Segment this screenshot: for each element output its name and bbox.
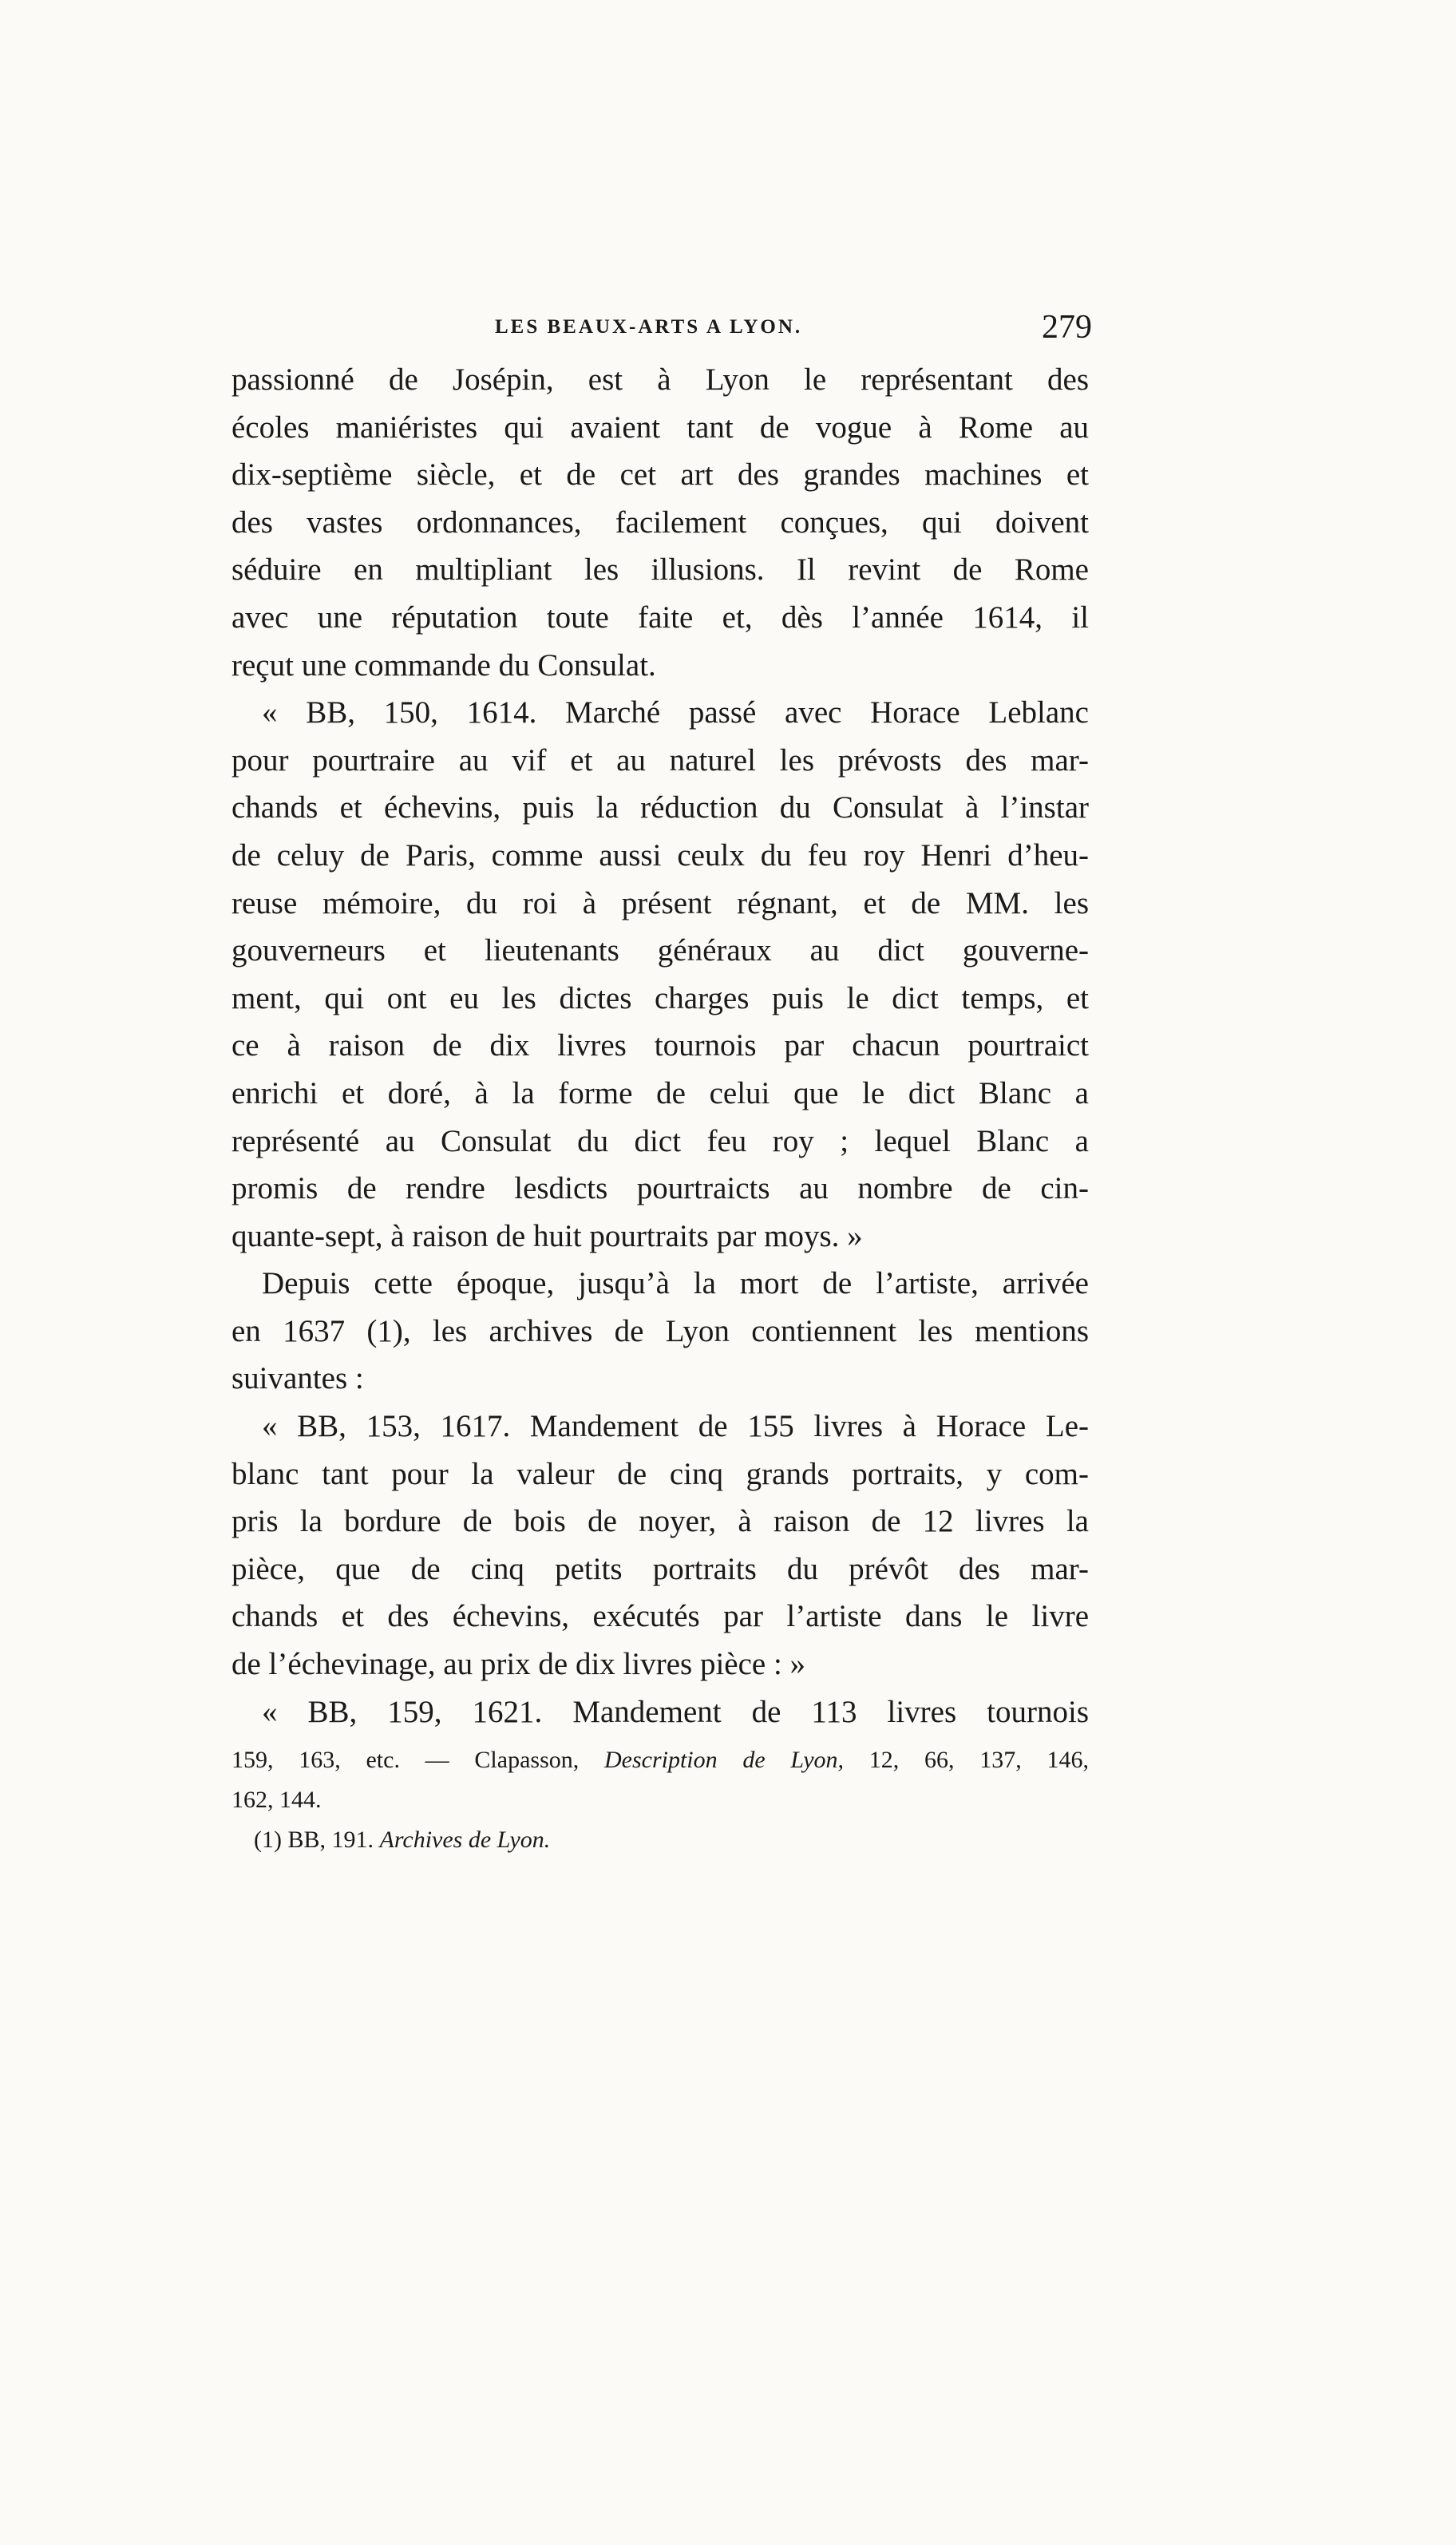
footnotes <box>231 1740 1089 1860</box>
text-line: séduire en multipliant les illusions. Il revint de Rome <box>231 552 1089 588</box>
text-line: « BB, 153, 1617. Mandement de 155 livres à Horace Le- <box>262 1409 1089 1444</box>
text-line: promis de rendre lesdicts pourtraicts au nombre de cin- <box>231 1171 1089 1206</box>
text-line: reçut une commande du Consulat. <box>231 647 656 683</box>
text-line: avec une réputation toute faite et, dès l’année 1614, il <box>231 600 1089 635</box>
footnote-continuation-line: 159, 163, etc. — Clapasson, Description de Lyon, 12, 66, 137, 146, <box>231 1747 1090 1773</box>
text-line: de celuy de Paris, comme aussi ceulx du feu roy Henri d’heu- <box>231 837 1089 873</box>
running-head <box>231 309 1102 346</box>
text-line: pour pourtraire au vif et au naturel les prévosts des mar- <box>231 742 1089 778</box>
text-line: blanc tant pour la valeur de cinq grands portraits, y com- <box>231 1456 1089 1491</box>
text-line: dix-septième siècle, et de cet art des grandes machines et <box>231 457 1089 493</box>
running-title: LES BEAUX-ARTS A LYON. <box>495 316 803 338</box>
page-number: 279 <box>1042 309 1092 346</box>
body-text <box>231 356 1089 1736</box>
text-line: chands et échevins, puis la réduction du Consulat à l’instar <box>231 790 1089 825</box>
text-line: ment, qui ont eu les dictes charges puis le dict temps, et <box>231 980 1089 1015</box>
text-line: représenté au Consulat du dict feu roy ; lequel Blanc a <box>231 1123 1089 1158</box>
footnote-continuation-line: 162, 144. <box>231 1787 322 1813</box>
text-line: pièce, que de cinq petits portraits du prévôt des mar- <box>231 1551 1089 1586</box>
text-line: enrichi et doré, à la forme de celui que le dict Blanc a <box>231 1075 1089 1110</box>
text-line: écoles maniéristes qui avaient tant de vogue à Rome au <box>231 410 1089 445</box>
text-line: « BB, 150, 1614. Marché passé avec Horace Leblanc <box>262 695 1089 730</box>
footnote-1: (1) BB, 191. Archives de Lyon. <box>254 1827 551 1853</box>
footnote-source: Archives de Lyon. <box>379 1827 551 1853</box>
text-line: en 1637 (1), les archives de Lyon contiennent les mentions <box>231 1313 1089 1348</box>
footnote-title: Description de Lyon, <box>603 1747 845 1773</box>
text-line: de l’échevinage, au prix de dix livres pièce : » <box>231 1647 806 1682</box>
text-line: passionné de Josépin, est à Lyon le représentant des <box>231 362 1089 397</box>
text-line: chands et des échevins, exécutés par l’artiste dans le livre <box>231 1599 1089 1634</box>
text-line: Depuis cette époque, jusqu’à la mort de l’artiste, arrivée <box>262 1266 1089 1301</box>
text-line: reuse mémoire, du roi à présent régnant, et de MM. les <box>231 885 1089 920</box>
text-line: des vastes ordonnances, facilement conçues, qui doivent <box>231 505 1089 540</box>
text-line: gouverneurs et lieutenants généraux au dict gouverne- <box>231 933 1089 968</box>
text-line: « BB, 159, 1621. Mandement de 113 livres tournois <box>262 1694 1089 1729</box>
text-line: ce à raison de dix livres tournois par chacun pourtraict <box>231 1028 1089 1063</box>
text-line: pris la bordure de bois de noyer, à raison de 12 livres la <box>231 1504 1089 1539</box>
text-line: quante-sept, à raison de huit pourtraits par moys. » <box>231 1218 863 1253</box>
text-line: suivantes : <box>231 1361 364 1396</box>
